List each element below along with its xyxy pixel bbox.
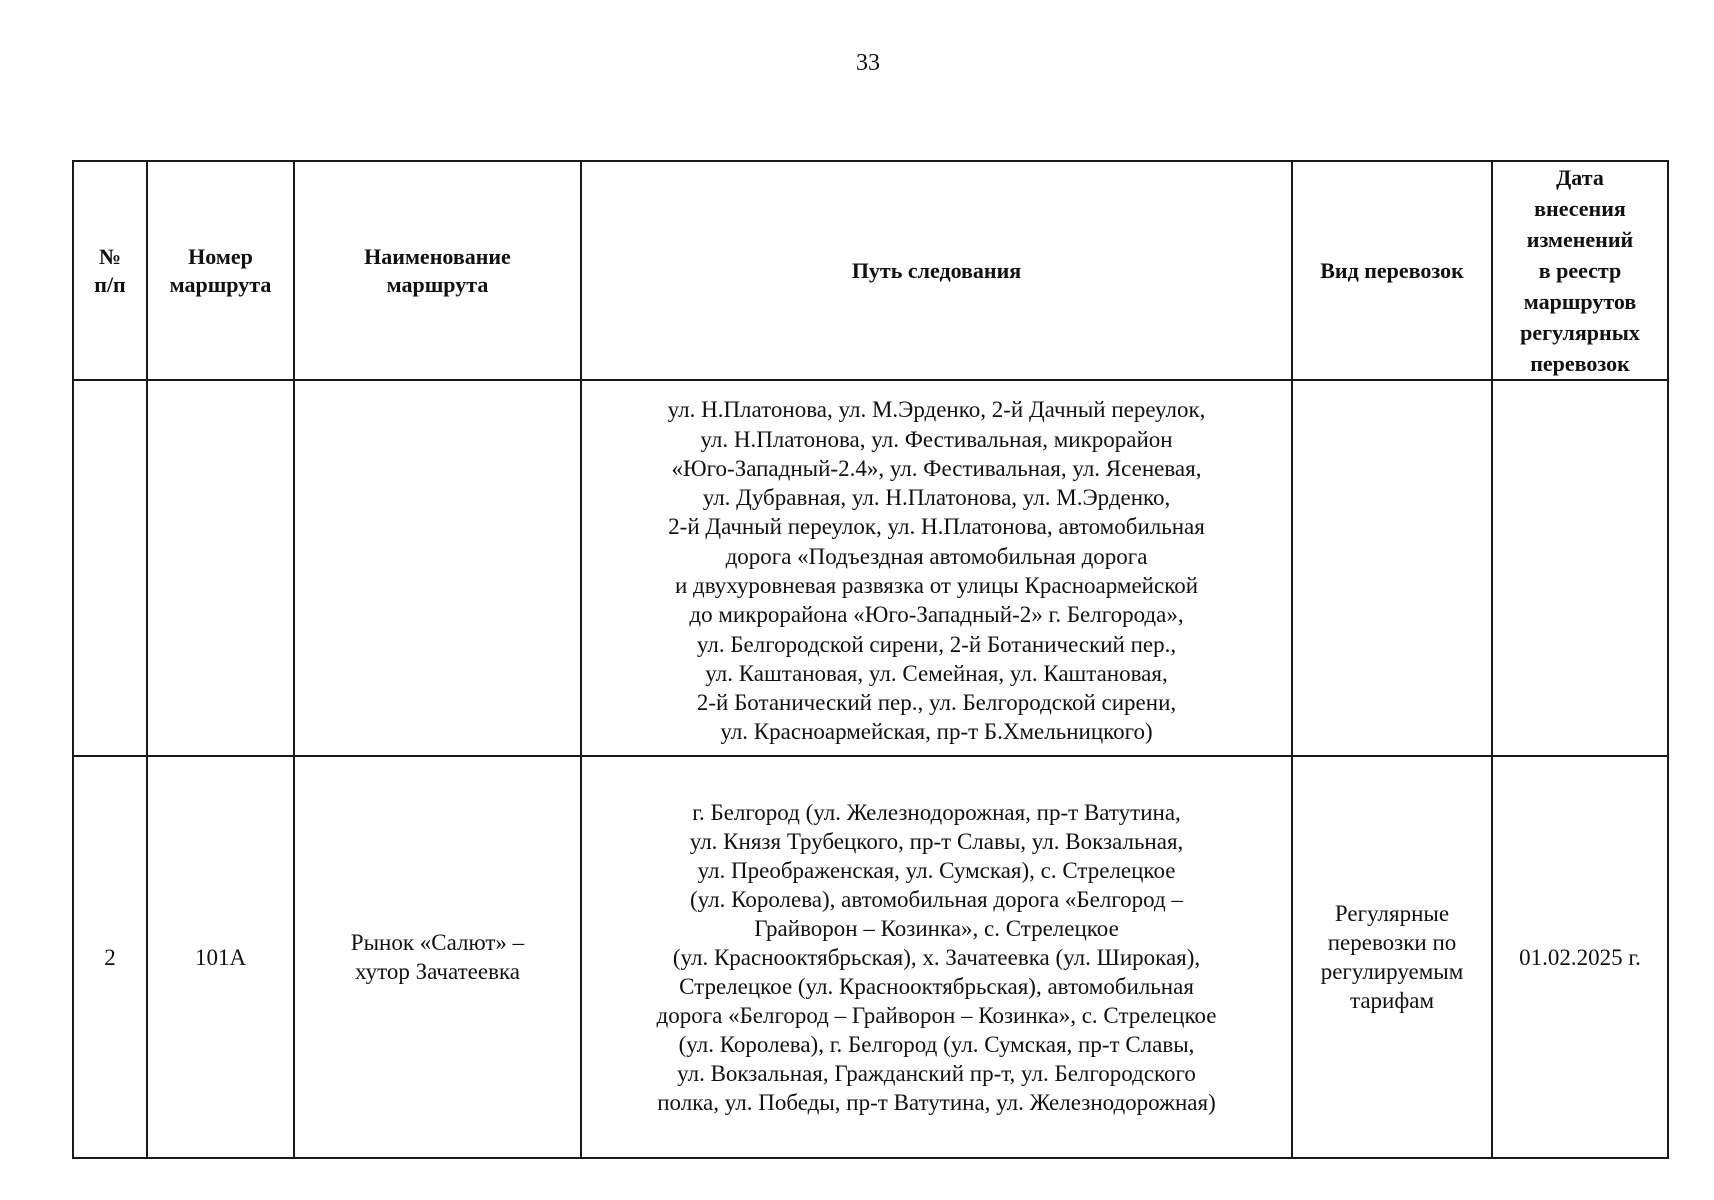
path-line: «Юго-Западный-2.4», ул. Фестивальная, ул. Ясеневая, [671,455,1202,481]
header-route-number [147,161,294,380]
page-number: 33 [856,50,880,76]
path-line: г. Белгород (ул. Железнодорожная, пр-т Ватутина, [692,799,1181,825]
header-transport-type [1292,161,1492,380]
cell-number [73,380,147,756]
path-line: Грайворон – Козинка», с. Стрелецкое [754,915,1119,941]
header-line: маршрута [169,271,272,297]
table-header-row [73,161,1668,380]
path-line: ул. Дубравная, ул. Н.Платонова, ул. М.Эрденко, [702,485,1171,511]
path-line: (ул. Краснооктябрьская), х. Зачатеевка (ул. Широкая), [672,944,1201,970]
header-date [1492,161,1668,380]
table-row [73,380,1668,756]
cell-transport-type [1292,756,1492,1158]
header-line: внесения [1534,196,1626,221]
header-line: регулярных [1520,320,1640,345]
cell-date [1492,380,1668,756]
path-line: до микрорайона «Юго-Западный-2» г. Белгорода», [689,602,1184,628]
path-line: 2-й Ботанический пер., ул. Белгородской сирени, [696,690,1177,716]
header-number [73,161,147,380]
transport-type-line: регулируемым [1320,959,1464,984]
path-line: (ул. Королева), г. Белгород (ул. Сумская, пр-т Славы, [678,1031,1195,1057]
header-route-path [581,161,1292,380]
path-line: ул. Каштановая, ул. Семейная, ул. Каштановая, [705,660,1168,686]
path-line: ул. Красноармейская, пр-т Б.Хмельницкого) [720,719,1153,745]
route-registry-table [72,160,1669,1159]
path-line: ул. Н.Платонова, ул. Фестивальная, микрорайон [700,426,1173,452]
table-row [73,756,1668,1158]
cell-route-number: 101А [147,756,294,1158]
header-line: в реестр [1538,258,1622,283]
cell-route-name [294,380,581,756]
header-route-name [294,161,581,380]
transport-type-line: Регулярные [1334,901,1450,926]
cell-date: 01.02.2025 г. [1492,756,1668,1158]
cell-route-name [294,756,581,1158]
path-line: дорога «Белгород – Грайворон – Козинка», с. Стрелецкое [656,1002,1217,1028]
header-line: Дата [1556,165,1604,190]
path-line: (ул. Королева), автомобильная дорога «Белгород – [690,886,1183,912]
path-line: Стрелецкое (ул. Краснооктябрьская), автомобильная [679,973,1194,999]
path-line: ул. Белгородской сирени, 2-й Ботанический пер., [696,631,1177,657]
header-line: п/п [94,271,126,297]
header-line: Номер [188,243,253,269]
path-line: ул. Преображенская, ул. Сумская), с. Стрелецкое [697,857,1176,883]
transport-type-line: тарифам [1349,988,1434,1013]
path-line: полка, ул. Победы, пр-т Ватутина, ул. Железнодорожная) [657,1089,1216,1115]
header-line: маршрутов [1523,289,1637,314]
cell-route-number [147,380,294,756]
path-line: ул. Вокзальная, Гражданский пр-т, ул. Белгородского [677,1060,1196,1086]
header-line: Путь следования [851,257,1022,283]
transport-type-line: перевозки по [1327,930,1457,955]
path-line: ул. Князя Трубецкого, пр-т Славы, ул. Вокзальная, [689,828,1184,854]
cell-transport-type [1292,380,1492,756]
path-line: и двухуровневая развязка от улицы Красноармейской [674,573,1199,598]
cell-route-path [581,380,1292,756]
path-line: 2-й Дачный переулок, ул. Н.Платонова, автомобильная [668,514,1205,540]
path-line: дорога «Подъездная автомобильная дорога [725,543,1148,569]
cell-number: 2 [73,756,147,1158]
header-line: Вид перевозок [1320,257,1464,283]
header-line: изменений [1526,227,1634,252]
path-line: ул. Н.Платонова, ул. М.Эрденко, 2-й Дачный переулок, [667,397,1206,423]
header-line: перевозок [1530,351,1630,376]
header-line: Наименование [364,243,511,269]
cell-route-path [581,756,1292,1158]
header-line: № [98,243,122,269]
route-name-line: хутор Зачатеевка [355,959,520,984]
route-name-line: Рынок «Салют» – [350,930,525,955]
header-line: маршрута [386,271,489,297]
